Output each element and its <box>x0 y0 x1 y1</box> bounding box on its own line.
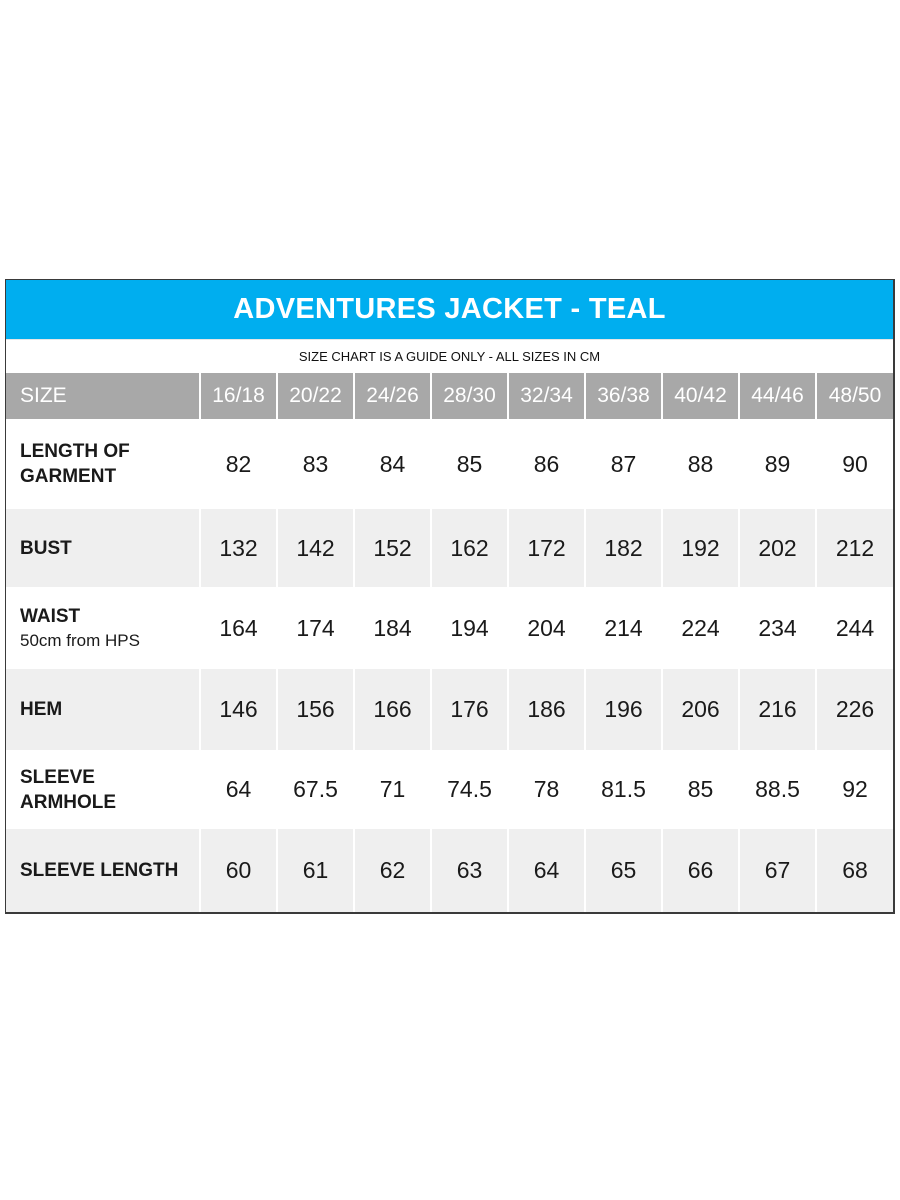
measurement-cell: 132 <box>200 509 277 587</box>
measurement-cell: 162 <box>431 509 508 587</box>
row-label <box>6 829 200 912</box>
measurement-cell: 64 <box>200 750 277 829</box>
measurement-cell: 204 <box>508 587 585 669</box>
row-label <box>6 509 200 587</box>
measurement-cell: 86 <box>508 419 585 509</box>
measurement-cell: 85 <box>662 750 739 829</box>
row-label-line: ARMHOLE <box>20 791 117 813</box>
measurement-cell: 224 <box>662 587 739 669</box>
measurement-cell: 88 <box>662 419 739 509</box>
row-label <box>6 419 200 509</box>
measurement-cell: 152 <box>354 509 431 587</box>
measurement-cell: 64 <box>508 829 585 912</box>
measurement-cell: 192 <box>662 509 739 587</box>
row-label-line: WAIST <box>20 605 81 627</box>
table-row <box>6 587 893 669</box>
measurement-cell: 78 <box>508 750 585 829</box>
measurement-cell: 84 <box>354 419 431 509</box>
size-table <box>6 373 893 912</box>
measurement-cell: 186 <box>508 669 585 750</box>
measurement-cell: 67 <box>739 829 816 912</box>
row-label <box>6 587 200 669</box>
measurement-cell: 184 <box>354 587 431 669</box>
measurement-cell: 87 <box>585 419 662 509</box>
measurement-cell: 164 <box>200 587 277 669</box>
row-label-line: LENGTH OF <box>20 441 130 462</box>
size-column-header: 36/38 <box>585 373 662 419</box>
measurement-cell: 88.5 <box>739 750 816 829</box>
measurement-cell: 202 <box>739 509 816 587</box>
measurement-cell: 172 <box>508 509 585 587</box>
measurement-cell: 174 <box>277 587 354 669</box>
chart-title: ADVENTURES JACKET - TEAL <box>6 280 893 339</box>
size-column-header: 44/46 <box>739 373 816 419</box>
measurement-cell: 166 <box>354 669 431 750</box>
measurement-cell: 60 <box>200 829 277 912</box>
table-row <box>6 750 893 829</box>
row-label-note: 50cm from HPS <box>20 630 140 650</box>
measurement-cell: 176 <box>431 669 508 750</box>
row-label-line: BUST <box>20 537 72 559</box>
measurement-cell: 196 <box>585 669 662 750</box>
size-column-header: 28/30 <box>431 373 508 419</box>
row-label-line: GARMENT <box>20 466 117 487</box>
measurement-cell: 71 <box>354 750 431 829</box>
measurement-cell: 194 <box>431 587 508 669</box>
measurement-cell: 82 <box>200 419 277 509</box>
size-column-header: 24/26 <box>354 373 431 419</box>
size-column-header: 32/34 <box>508 373 585 419</box>
table-row <box>6 509 893 587</box>
measurement-cell: 226 <box>816 669 893 750</box>
measurement-cell: 206 <box>662 669 739 750</box>
measurement-cell: 92 <box>816 750 893 829</box>
measurement-cell: 214 <box>585 587 662 669</box>
measurement-cell: 90 <box>816 419 893 509</box>
size-header-label: SIZE <box>6 373 200 419</box>
table-row <box>6 419 893 509</box>
measurement-cell: 65 <box>585 829 662 912</box>
row-label-line: SLEEVE <box>20 766 95 788</box>
row-label <box>6 750 200 829</box>
measurement-cell: 74.5 <box>431 750 508 829</box>
size-column-header: 48/50 <box>816 373 893 419</box>
row-label-line: SLEEVE LENGTH <box>20 860 179 881</box>
measurement-cell: 244 <box>816 587 893 669</box>
size-column-header: 40/42 <box>662 373 739 419</box>
measurement-cell: 156 <box>277 669 354 750</box>
measurement-cell: 68 <box>816 829 893 912</box>
row-label <box>6 669 200 750</box>
measurement-cell: 216 <box>739 669 816 750</box>
measurement-cell: 81.5 <box>585 750 662 829</box>
size-chart-card <box>5 279 895 914</box>
measurement-cell: 182 <box>585 509 662 587</box>
measurement-cell: 63 <box>431 829 508 912</box>
header-row <box>6 373 893 419</box>
measurement-cell: 142 <box>277 509 354 587</box>
size-column-header: 16/18 <box>200 373 277 419</box>
measurement-cell: 62 <box>354 829 431 912</box>
measurement-cell: 146 <box>200 669 277 750</box>
measurement-cell: 61 <box>277 829 354 912</box>
size-column-header: 20/22 <box>277 373 354 419</box>
measurement-cell: 67.5 <box>277 750 354 829</box>
table-row <box>6 669 893 750</box>
measurement-cell: 66 <box>662 829 739 912</box>
measurement-cell: 89 <box>739 419 816 509</box>
measurement-cell: 212 <box>816 509 893 587</box>
measurement-cell: 83 <box>277 419 354 509</box>
measurement-cell: 85 <box>431 419 508 509</box>
table-body <box>6 419 893 912</box>
measurement-cell: 234 <box>739 587 816 669</box>
chart-subtitle: SIZE CHART IS A GUIDE ONLY - ALL SIZES IN CM <box>6 339 893 373</box>
table-row <box>6 829 893 912</box>
row-label-line: HEM <box>20 699 63 720</box>
